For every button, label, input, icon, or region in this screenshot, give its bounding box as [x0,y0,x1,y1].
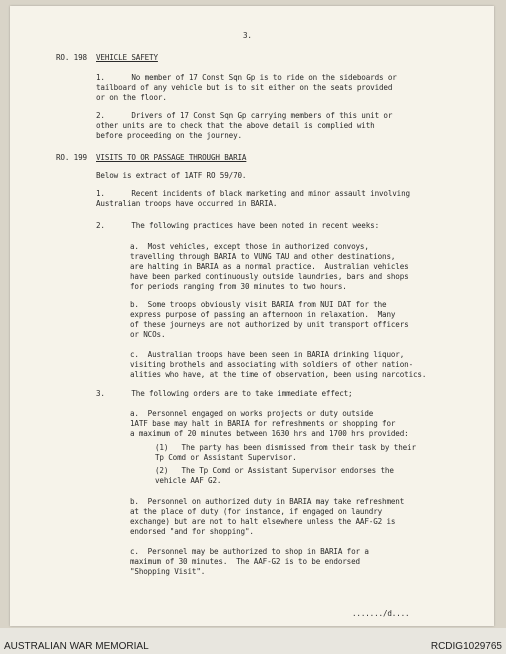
ro199-intro: Below is extract of 1ATF RO 59/70. [96,171,247,180]
ro199-p3c-l1: c. Personnel may be authorized to shop in BARIA for a [130,547,369,556]
ro198-p1-l1: 1. No member of 17 Const Sqn Gp is to ride on the sideboards or [96,73,397,82]
ro198-p1-l2: tailboard of any vehicle but is to sit either on the seats provided [96,83,393,92]
ro199-p2a-l2: travelling through BARIA to VUNG TAU and other destinations, [130,252,396,261]
ro199-p2c-l2: visiting brothels and associating with soldiers of other nation- [130,360,413,369]
ro198-title: VEHICLE SAFETY [96,53,158,62]
ro199-p3b-l4: endorsed "and for shopping". [130,527,254,536]
ro199-p1-l1: 1. Recent incidents of black marketing and minor assault involving [96,189,410,198]
ro199-p3a-l1: a. Personnel engaged on works projects or duty outside [130,409,374,418]
ro199-p2a-l3: are halting in BARIA as a normal practice. Australian vehicles [130,262,409,271]
ro198-p1-l3: or on the floor. [96,93,167,102]
ro198-p2-l1: 2. Drivers of 17 Const Sqn Gp carrying members of this unit or [96,111,393,120]
ro199-p2c-l1: c. Australian troops have been seen in BARIA drinking liquor, [130,350,405,359]
ro199-p3a1-l2: Tp Comd or Assistant Supervisor. [155,453,297,462]
footer-record-id: RCDIG1029765 [430,641,502,652]
ro199-p3b-l1: b. Personnel on authorized duty in BARIA may take refreshment [130,497,405,506]
ro199-p2a-l4: have been parked continuously outside laundries, bars and shops [130,272,409,281]
ro198-number: RO. 198 [56,53,87,62]
ro199-p2c-l3: alities who have, at the time of observation, been using narcotics. [130,370,427,379]
ro199-p3b-l3: exchange) but are not to halt elsewhere unless the AAF-G2 is [130,517,396,526]
ro199-p2b-l1: b. Some troops obviously visit BARIA from NUI DAT for the [130,300,387,309]
ro199-p2: 2. The following practices have been noted in recent weeks: [96,221,379,230]
ro199-p3a-l2: 1ATF base may halt in BARIA for refreshments or shopping for [130,419,396,428]
ro198-p2-l2: other units are to check that the above detail is complied with [96,121,375,130]
ro199-p2b-l3: of these journeys are not authorized by unit transport officers [130,320,409,329]
footer-source: AUSTRALIAN WAR MEMORIAL [4,641,149,652]
ro199-number: RO. 199 [56,153,87,162]
ro198-p2-l3: before proceeding on the journey. [96,131,242,140]
ro199-p3b-l2: at the place of duty (for instance, if engaged on laundry [130,507,383,516]
ro199-p2b-l4: or NCOs. [130,330,166,339]
ro199-p2b-l2: express purpose of passing an afternoon in relaxation. Many [130,310,396,319]
ro199-p3: 3. The following orders are to take immediate effect; [96,389,353,398]
ro199-title: VISITS TO OR PASSAGE THROUGH BARIA [96,153,247,162]
ro199-p3c-l3: "Shopping Visit". [130,567,206,576]
ro199-p3a2-l1: (2) The Tp Comd or Assistant Supervisor endorses the [155,466,394,475]
continuation-marker: ......./d.... [352,609,410,618]
ro199-p3a2-l2: vehicle AAF G2. [155,476,222,485]
ro199-p1-l2: Australian troops have occurred in BARIA. [96,199,278,208]
page-number: 3. [243,31,252,40]
ro199-p3a-l3: a maximum of 20 minutes between 1630 hrs and 1700 hrs provided: [130,429,409,438]
ro199-p3c-l2: maximum of 30 minutes. The AAF-G2 is to be endorsed [130,557,360,566]
ro199-p2a-l1: a. Most vehicles, except those in authorized convoys, [130,242,369,251]
ro199-p2a-l5: for periods ranging from 30 minutes to two hours. [130,282,347,291]
ro199-p3a1-l1: (1) The party has been dismissed from their task by their [155,443,416,452]
